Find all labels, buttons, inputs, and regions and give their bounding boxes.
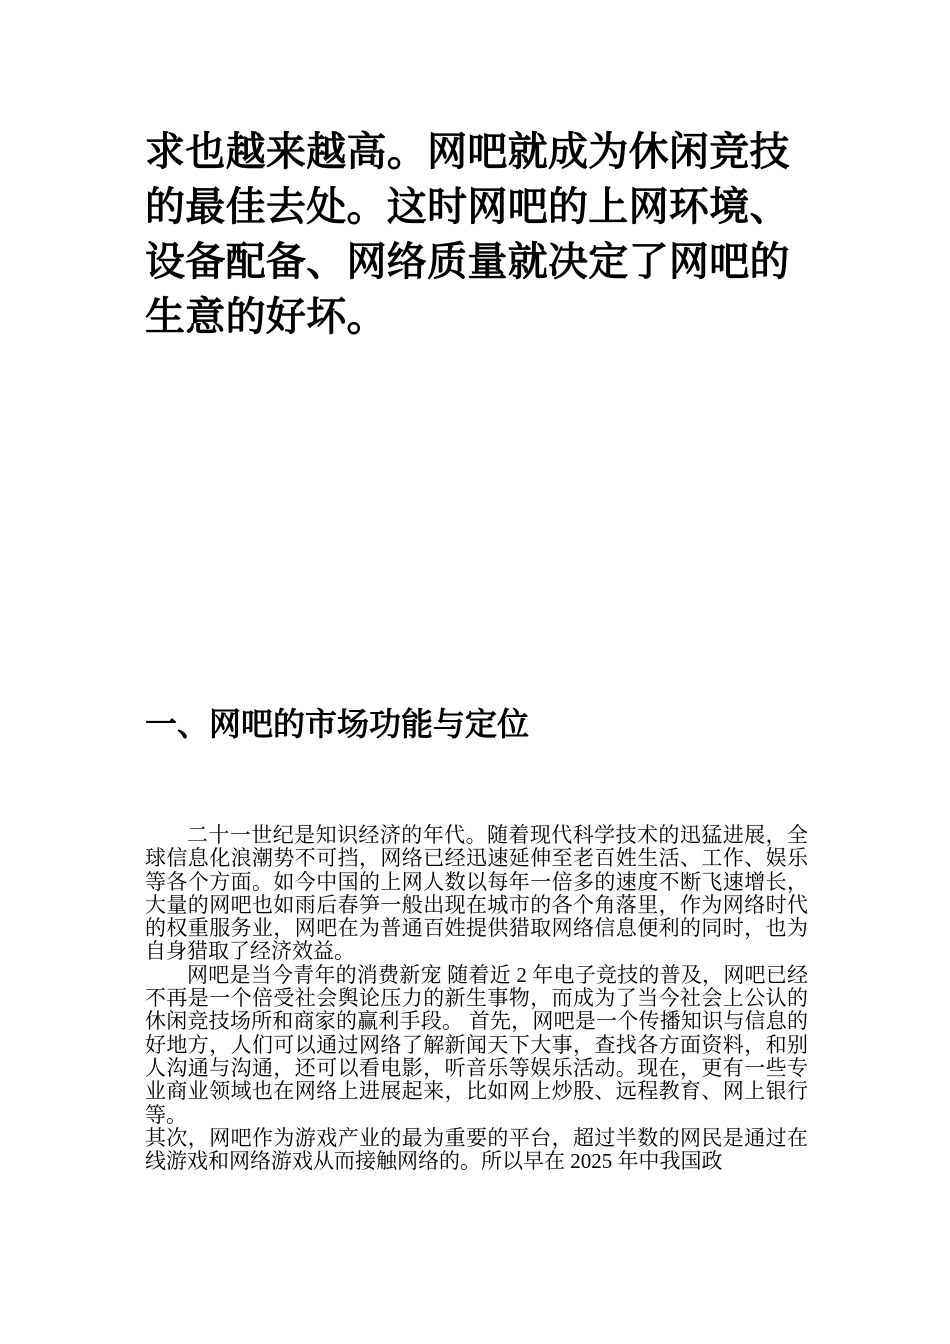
body-paragraph: 网吧是当今青年的消费新宠 随着近 2 年电子竞技的普及，网吧已经不再是一个倍受社会舆论压力的新生事物，而成为了当今社会上公认的休闲竞技场所和商家的赢利手段。 首先，网吧是一个传播知识与信息的好地方，人们可以通过网络了解新闻天下大事，查找各方面资料，和别人沟通与沟通，还可以看电影，听音乐等娱乐活动。现在，更有一些专业商业领域也在网络上进展起来，比如网上炒股、远程教育、网上银行等。 bbox=[145, 962, 808, 1127]
body-paragraph: 二十一世纪是知识经济的年代。随着现代科学技术的迅猛进展，全球信息化浪潮势不可挡，网络已经迅速延伸至老百姓生活、工作、娱乐等各个方面。如今中国的上网人数以每年一倍多的速度不断飞速增长，大量的网吧也如雨后春笋一般出现在城市的各个角落里，作为网络时代的权重服务业，网吧在为普通百姓提供猎取网络信息便利的同时，也为自身猎取了经济效益。 bbox=[145, 823, 808, 964]
section-heading: 一、网吧的市场功能与定位 bbox=[145, 705, 530, 743]
body-text bbox=[145, 824, 808, 1173]
body-paragraph: 其次，网吧作为游戏产业的最为重要的平台，超过半数的网民是通过在线游戏和网络游戏从而接触网络的。所以早在 2025 年中我国政 bbox=[145, 1125, 808, 1174]
intro-paragraph: 求也越来越高。网吧就成为休闲竞技的最佳去处。这时网吧的上网环境、设备配备、网络质量就决定了网吧的生意的好坏。 bbox=[145, 128, 790, 340]
